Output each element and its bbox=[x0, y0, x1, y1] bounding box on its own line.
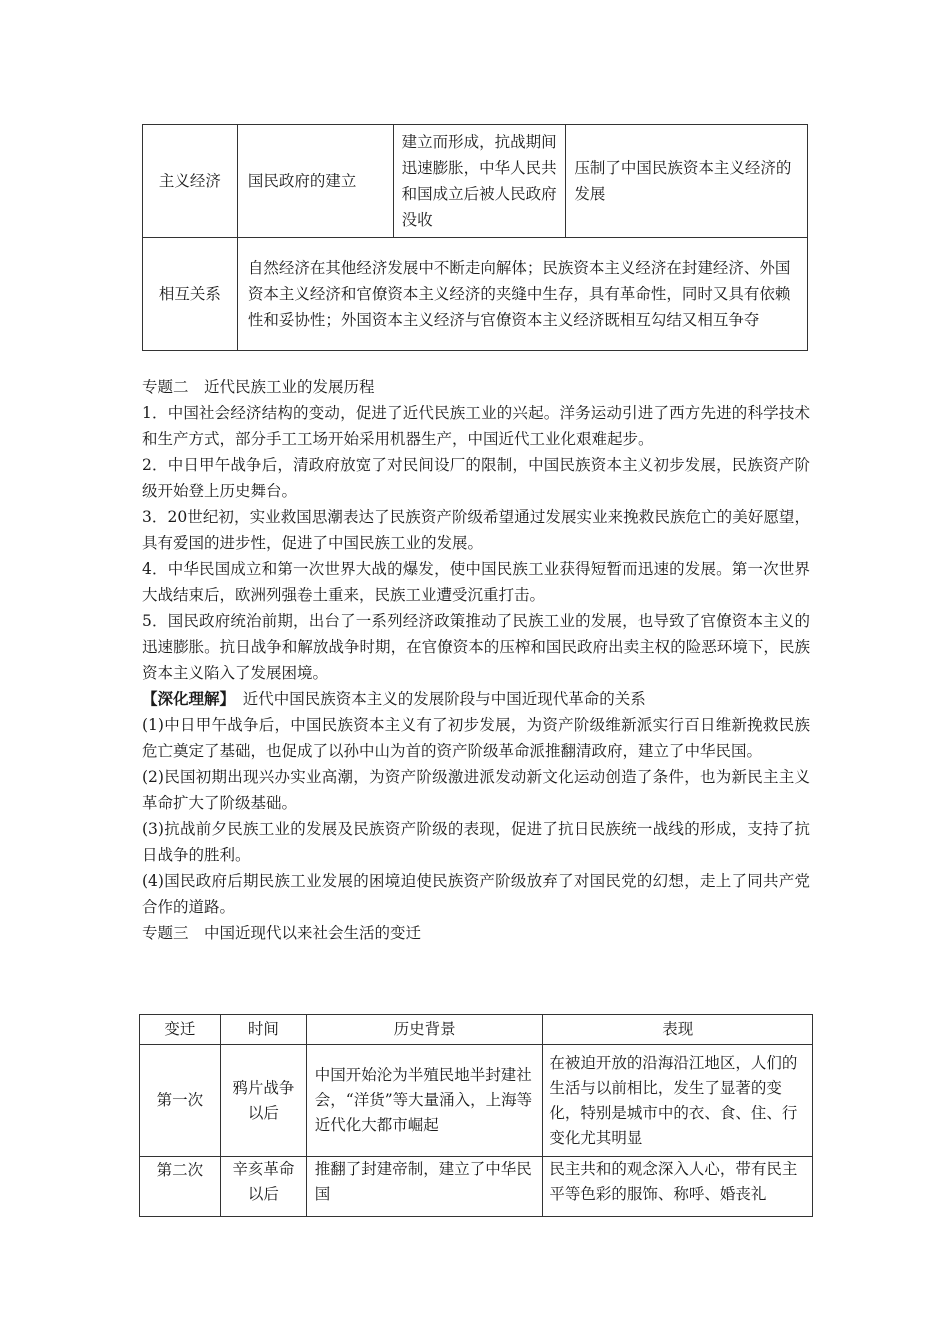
table-cell: 辛亥革命以后 bbox=[220, 1157, 306, 1217]
list-item: (4)国民政府后期民族工业发展的困境迫使民族资产阶级放弃了对国民党的幻想，走上了同共产党合作的道路。 bbox=[142, 872, 810, 916]
list-item: (1)中日甲午战争后，中国民族资本主义有了初步发展，为资产阶级维新派实行百日维新挽救民族危亡奠定了基础，也促成了以孙中山为首的资产阶级革命派推翻清政府，建立了中华民国。 bbox=[142, 716, 810, 760]
column-header: 时间 bbox=[220, 1015, 306, 1045]
deep-understanding-heading bbox=[142, 686, 810, 712]
deep-understanding-label: 【深化理解】 bbox=[142, 689, 236, 708]
column-header: 历史背景 bbox=[306, 1015, 543, 1045]
table-row bbox=[143, 125, 808, 238]
list-item: (2)民国初期出现兴办实业高潮，为资产阶级激进派发动新文化运动创造了条件，也为新民主主义革命扩大了阶级基础。 bbox=[142, 768, 810, 812]
table-row bbox=[143, 238, 808, 351]
list-item: 2．中日甲午战争后，清政府放宽了对民间设厂的限制，中国民族资本主义初步发展，民族资产阶级开始登上历史舞台。 bbox=[142, 456, 810, 500]
table-cell: 建立而形成，抗战期间迅速膨胀，中华人民共和国成立后被人民政府没收 bbox=[393, 125, 566, 238]
social-life-table bbox=[139, 1014, 813, 1217]
deep-understanding-title: 近代中国民族资本主义的发展阶段与中国近现代革命的关系 bbox=[242, 690, 646, 708]
table-cell: 第一次 bbox=[140, 1045, 221, 1157]
list-item: 4．中华民国成立和第一次世界大战的爆发，使中国民族工业获得短暂而迅速的发展。第一次世界大战结束后，欧洲列强卷土重来，民族工业遭受沉重打击。 bbox=[142, 560, 810, 604]
table-cell: 民主共和的观念深入人心，带有民主平等色彩的服饰、称呼、婚丧礼 bbox=[543, 1157, 813, 1217]
table-row bbox=[140, 1045, 813, 1157]
table-cell: 国民政府的建立 bbox=[237, 125, 393, 238]
column-header: 变迁 bbox=[140, 1015, 221, 1045]
section2-block bbox=[142, 374, 810, 946]
section-title: 专题二 近代民族工业的发展历程 bbox=[142, 378, 375, 396]
table-cell: 在被迫开放的沿海沿江地区，人们的生活与以前相比，发生了显著的变化，特别是城市中的衣、食、住、行变化尤其明显 bbox=[543, 1045, 813, 1157]
section-title: 专题三 中国近现代以来社会生活的变迁 bbox=[142, 924, 422, 942]
column-header: 表现 bbox=[543, 1015, 813, 1045]
table-cell: 自然经济在其他经济发展中不断走向解体；民族资本主义经济在封建经济、外国资本主义经济和官僚资本主义经济的夹缝中生存，具有革命性，同时又具有依赖性和妥协性；外国资本主义经济与官僚资本主义经济既相互勾结又相互争夺 bbox=[237, 238, 807, 351]
table-cell: 鸦片战争以后 bbox=[220, 1045, 306, 1157]
list-item: 5．国民政府统治前期，出台了一系列经济政策推动了民族工业的发展，也导致了官僚资本主义的迅速膨胀。抗日战争和解放战争时期，在官僚资本的压榨和国民政府出卖主权的险恶环境下，民族资本主义陷入了发展困境。 bbox=[142, 612, 810, 682]
economy-table bbox=[142, 124, 808, 351]
list-item: 3．20世纪初，实业救国思潮表达了民族资产阶级希望通过发展实业来挽救民族危亡的美好愿望，具有爱国的进步性，促进了中国民族工业的发展。 bbox=[142, 508, 810, 552]
table-cell: 主义经济 bbox=[143, 125, 238, 238]
table-cell: 中国开始沦为半殖民地半封建社会，“洋货”等大量涌入，上海等近代化大都市崛起 bbox=[306, 1045, 543, 1157]
list-item: (3)抗战前夕民族工业的发展及民族资产阶级的表现，促进了抗日民族统一战线的形成，支持了抗日战争的胜利。 bbox=[142, 820, 810, 864]
table-cell: 相互关系 bbox=[143, 238, 238, 351]
table-cell: 推翻了封建帝制，建立了中华民国 bbox=[306, 1157, 543, 1217]
table-cell: 第二次 bbox=[140, 1157, 221, 1217]
table-cell: 压制了中国民族资本主义经济的发展 bbox=[566, 125, 808, 238]
list-item: 1．中国社会经济结构的变动，促进了近代民族工业的兴起。洋务运动引进了西方先进的科学技术和生产方式，部分手工工场开始采用机器生产，中国近代工业化艰难起步。 bbox=[142, 404, 810, 448]
table-header-row bbox=[140, 1015, 813, 1045]
table-row bbox=[140, 1157, 813, 1217]
